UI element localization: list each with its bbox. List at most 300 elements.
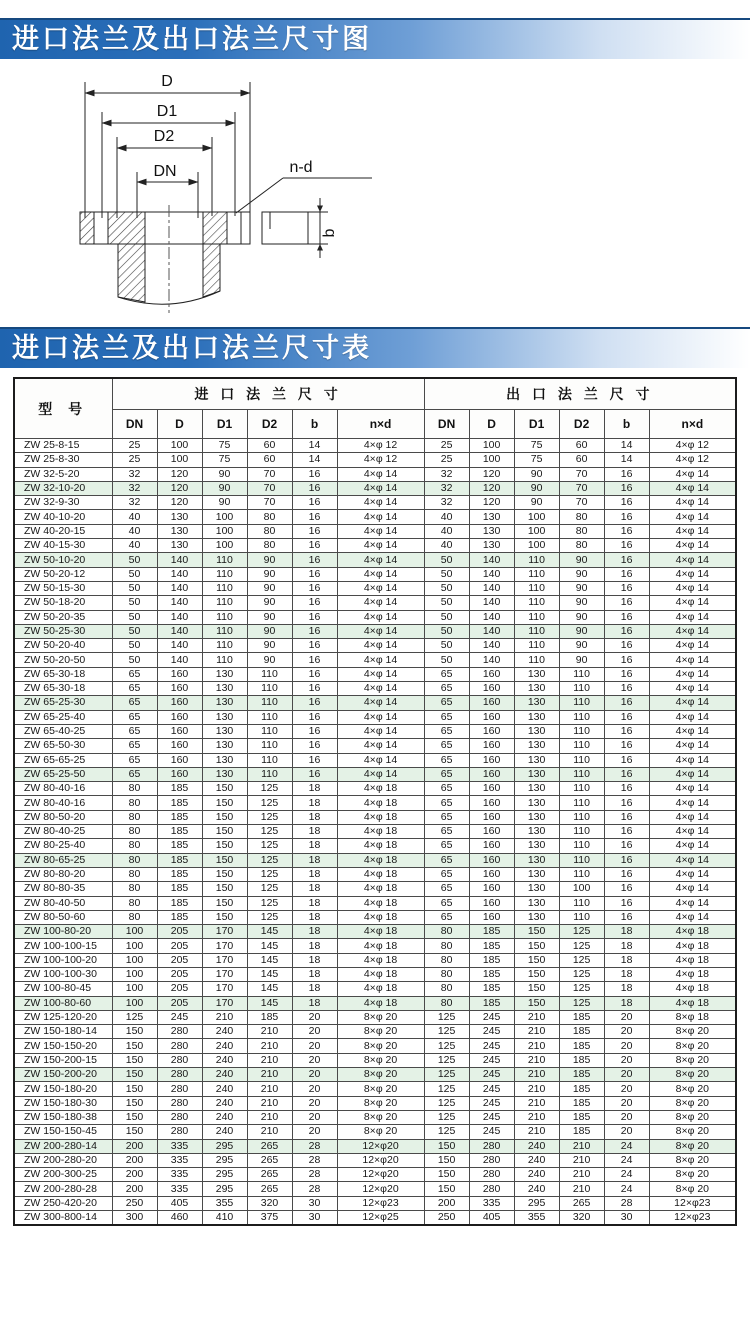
outlet-d1-header: D1 (514, 410, 559, 439)
outlet-d1-cell: 150 (514, 967, 559, 981)
inlet-b-cell: 16 (292, 596, 337, 610)
inlet-d1-cell: 150 (202, 825, 247, 839)
table-row (14, 682, 736, 696)
inlet-dn-cell: 32 (112, 481, 157, 495)
outlet-d-cell: 160 (469, 739, 514, 753)
outlet-dn-cell: 50 (424, 567, 469, 581)
outlet-d2-cell: 70 (559, 467, 604, 481)
outlet-d1-cell: 295 (514, 1196, 559, 1210)
inlet-d1-cell: 170 (202, 939, 247, 953)
inlet-d2-cell: 60 (247, 453, 292, 467)
outlet-b-cell: 16 (604, 581, 649, 595)
inlet-nxd-cell: 4×φ 14 (337, 539, 424, 553)
inlet-b-cell: 28 (292, 1168, 337, 1182)
inlet-nxd-cell: 4×φ 18 (337, 782, 424, 796)
table-row (14, 839, 736, 853)
outlet-dn-cell: 65 (424, 696, 469, 710)
table-row (14, 782, 736, 796)
table-row (14, 982, 736, 996)
inlet-dn-cell: 200 (112, 1168, 157, 1182)
inlet-dn-cell: 200 (112, 1182, 157, 1196)
outlet-b-cell: 16 (604, 753, 649, 767)
table-row (14, 1125, 736, 1139)
inlet-dn-cell: 65 (112, 682, 157, 696)
inlet-d2-cell: 265 (247, 1182, 292, 1196)
inlet-dn-cell: 100 (112, 967, 157, 981)
outlet-nxd-cell: 8×φ 20 (649, 1096, 736, 1110)
table-row (14, 439, 736, 453)
outlet-dn-cell: 65 (424, 853, 469, 867)
inlet-b-cell: 16 (292, 510, 337, 524)
inlet-d-cell: 185 (157, 853, 202, 867)
inlet-nxd-cell: 12×φ25 (337, 1211, 424, 1226)
inlet-d1-cell: 130 (202, 667, 247, 681)
flange-diagram-svg (50, 66, 412, 324)
inlet-b-cell: 16 (292, 639, 337, 653)
outlet-d-cell: 160 (469, 782, 514, 796)
inlet-d2-cell: 90 (247, 610, 292, 624)
inlet-d-cell: 280 (157, 1039, 202, 1053)
outlet-dn-cell: 50 (424, 610, 469, 624)
outlet-d1-cell: 240 (514, 1182, 559, 1196)
table-row (14, 581, 736, 595)
inlet-b-cell: 16 (292, 724, 337, 738)
table-row (14, 1110, 736, 1124)
outlet-nxd-cell: 8×φ 20 (649, 1153, 736, 1167)
outlet-d2-cell: 185 (559, 1096, 604, 1110)
model-cell: ZW 100-100-15 (14, 939, 112, 953)
inlet-d-cell: 130 (157, 510, 202, 524)
outlet-d1-cell: 210 (514, 1025, 559, 1039)
inlet-nxd-cell: 4×φ 18 (337, 967, 424, 981)
table-row (14, 610, 736, 624)
outlet-d1-cell: 130 (514, 839, 559, 853)
outlet-d-cell: 245 (469, 1039, 514, 1053)
table-row (14, 524, 736, 538)
outlet-d1-cell: 210 (514, 1010, 559, 1024)
inlet-d1-cell: 170 (202, 982, 247, 996)
inlet-b-cell: 16 (292, 610, 337, 624)
inlet-d1-cell: 150 (202, 853, 247, 867)
outlet-dn-cell: 125 (424, 1096, 469, 1110)
inlet-b-cell: 20 (292, 1010, 337, 1024)
outlet-nxd-cell: 8×φ 20 (649, 1182, 736, 1196)
inlet-d2-cell: 90 (247, 624, 292, 638)
outlet-d1-cell: 100 (514, 539, 559, 553)
inlet-d-cell: 160 (157, 682, 202, 696)
model-cell: ZW 40-10-20 (14, 510, 112, 524)
inlet-d1-cell: 240 (202, 1110, 247, 1124)
table-row (14, 739, 736, 753)
inlet-nxd-cell: 4×φ 14 (337, 639, 424, 653)
table-row (14, 925, 736, 939)
model-cell: ZW 80-50-60 (14, 910, 112, 924)
outlet-nxd-cell: 4×φ 14 (649, 596, 736, 610)
inlet-nxd-cell: 8×φ 20 (337, 1068, 424, 1082)
model-cell: ZW 32-9-30 (14, 496, 112, 510)
outlet-dn-cell: 50 (424, 624, 469, 638)
outlet-nxd-cell: 8×φ 20 (649, 1053, 736, 1067)
outlet-nxd-cell: 8×φ 20 (649, 1168, 736, 1182)
model-cell: ZW 150-200-20 (14, 1068, 112, 1082)
inlet-d-cell: 140 (157, 610, 202, 624)
inlet-b-cell: 20 (292, 1068, 337, 1082)
inlet-d2-cell: 265 (247, 1168, 292, 1182)
inlet-nxd-cell: 4×φ 18 (337, 925, 424, 939)
model-cell: ZW 150-150-20 (14, 1039, 112, 1053)
inlet-dn-cell: 40 (112, 524, 157, 538)
inlet-b-cell: 16 (292, 496, 337, 510)
table-row (14, 710, 736, 724)
outlet-d-cell: 130 (469, 524, 514, 538)
outlet-b-cell: 18 (604, 967, 649, 981)
inlet-d-cell: 205 (157, 996, 202, 1010)
outlet-d1-cell: 130 (514, 810, 559, 824)
inlet-b-cell: 18 (292, 982, 337, 996)
outlet-d1-cell: 130 (514, 853, 559, 867)
inlet-d-cell: 120 (157, 481, 202, 495)
model-cell: ZW 65-30-18 (14, 682, 112, 696)
inlet-d2-header: D2 (247, 410, 292, 439)
inlet-d1-cell: 130 (202, 767, 247, 781)
outlet-d2-cell: 110 (559, 724, 604, 738)
outlet-dn-cell: 65 (424, 910, 469, 924)
inlet-b-cell: 14 (292, 453, 337, 467)
outlet-d2-header: D2 (559, 410, 604, 439)
inlet-d1-cell: 170 (202, 953, 247, 967)
inlet-b-cell: 16 (292, 667, 337, 681)
outlet-nxd-cell: 4×φ 14 (649, 682, 736, 696)
outlet-dn-cell: 32 (424, 481, 469, 495)
outlet-nxd-cell: 4×φ 14 (649, 581, 736, 595)
inlet-b-cell: 18 (292, 796, 337, 810)
outlet-d2-cell: 210 (559, 1168, 604, 1182)
inlet-nxd-cell: 4×φ 14 (337, 653, 424, 667)
outlet-nxd-cell: 12×φ23 (649, 1211, 736, 1226)
inlet-d1-cell: 130 (202, 753, 247, 767)
outlet-dn-cell: 80 (424, 967, 469, 981)
outlet-d-cell: 160 (469, 667, 514, 681)
inlet-dn-cell: 80 (112, 825, 157, 839)
outlet-nxd-cell: 4×φ 14 (649, 524, 736, 538)
outlet-d-cell: 245 (469, 1010, 514, 1024)
outlet-b-cell: 16 (604, 853, 649, 867)
inlet-nxd-cell: 4×φ 18 (337, 896, 424, 910)
outlet-dn-cell: 50 (424, 639, 469, 653)
outlet-b-cell: 14 (604, 439, 649, 453)
outlet-d-cell: 140 (469, 596, 514, 610)
outlet-dn-cell: 65 (424, 667, 469, 681)
inlet-d-cell: 280 (157, 1082, 202, 1096)
inlet-dn-cell: 80 (112, 782, 157, 796)
outlet-dn-cell: 125 (424, 1110, 469, 1124)
outlet-d-cell: 245 (469, 1110, 514, 1124)
inlet-d2-cell: 125 (247, 910, 292, 924)
inlet-d1-cell: 110 (202, 624, 247, 638)
outlet-d1-cell: 210 (514, 1039, 559, 1053)
inlet-d2-cell: 210 (247, 1025, 292, 1039)
inlet-d1-cell: 240 (202, 1125, 247, 1139)
outlet-b-cell: 28 (604, 1196, 649, 1210)
outlet-d-cell: 160 (469, 867, 514, 881)
outlet-d2-cell: 110 (559, 767, 604, 781)
inlet-b-cell: 28 (292, 1139, 337, 1153)
inlet-d1-cell: 295 (202, 1182, 247, 1196)
model-cell: ZW 80-50-20 (14, 810, 112, 824)
inlet-d1-cell: 150 (202, 867, 247, 881)
outlet-dn-cell: 125 (424, 1053, 469, 1067)
outlet-b-cell: 16 (604, 867, 649, 881)
inlet-d2-cell: 210 (247, 1082, 292, 1096)
inlet-d2-cell: 90 (247, 596, 292, 610)
outlet-dn-cell: 50 (424, 596, 469, 610)
outlet-b-cell: 24 (604, 1168, 649, 1182)
inlet-nxd-cell: 4×φ 14 (337, 553, 424, 567)
table-row (14, 567, 736, 581)
inlet-dn-cell: 100 (112, 953, 157, 967)
inlet-d-cell: 280 (157, 1053, 202, 1067)
outlet-d2-cell: 70 (559, 481, 604, 495)
inlet-d2-cell: 70 (247, 496, 292, 510)
outlet-dn-cell: 25 (424, 453, 469, 467)
inlet-d-cell: 160 (157, 739, 202, 753)
outlet-d-cell: 185 (469, 939, 514, 953)
outlet-nxd-header: n×d (649, 410, 736, 439)
inlet-d1-cell: 90 (202, 467, 247, 481)
outlet-dn-cell: 125 (424, 1125, 469, 1139)
inlet-d-cell: 185 (157, 867, 202, 881)
outlet-d-cell: 280 (469, 1168, 514, 1182)
outlet-d1-cell: 240 (514, 1139, 559, 1153)
inlet-d1-cell: 240 (202, 1096, 247, 1110)
outlet-d1-cell: 150 (514, 939, 559, 953)
outlet-nxd-cell: 4×φ 18 (649, 996, 736, 1010)
outlet-d2-cell: 80 (559, 539, 604, 553)
inlet-nxd-cell: 4×φ 18 (337, 796, 424, 810)
outlet-d-cell: 280 (469, 1182, 514, 1196)
inlet-nxd-cell: 4×φ 18 (337, 839, 424, 853)
inlet-d-cell: 280 (157, 1125, 202, 1139)
inlet-b-cell: 16 (292, 739, 337, 753)
inlet-d2-cell: 80 (247, 510, 292, 524)
inlet-nxd-cell: 4×φ 14 (337, 767, 424, 781)
inlet-d-cell: 245 (157, 1010, 202, 1024)
outlet-group-header: 出 口 法 兰 尺 寸 (424, 378, 736, 410)
outlet-dn-cell: 50 (424, 581, 469, 595)
outlet-nxd-cell: 4×φ 14 (649, 767, 736, 781)
model-cell: ZW 150-150-45 (14, 1125, 112, 1139)
table-row (14, 825, 736, 839)
outlet-d1-cell: 90 (514, 481, 559, 495)
outlet-d-cell: 100 (469, 453, 514, 467)
outlet-d1-cell: 130 (514, 825, 559, 839)
outlet-d2-cell: 110 (559, 810, 604, 824)
inlet-d2-cell: 110 (247, 682, 292, 696)
outlet-d2-cell: 320 (559, 1211, 604, 1226)
table-row (14, 453, 736, 467)
outlet-d2-cell: 90 (559, 553, 604, 567)
inlet-b-cell: 16 (292, 624, 337, 638)
inlet-d-cell: 160 (157, 710, 202, 724)
inlet-nxd-cell: 4×φ 14 (337, 710, 424, 724)
inlet-d-cell: 335 (157, 1168, 202, 1182)
outlet-d-cell: 140 (469, 610, 514, 624)
table-row (14, 1053, 736, 1067)
outlet-d1-cell: 210 (514, 1068, 559, 1082)
outlet-d2-cell: 110 (559, 696, 604, 710)
inlet-dn-cell: 80 (112, 896, 157, 910)
outlet-d2-cell: 110 (559, 867, 604, 881)
inlet-d1-cell: 130 (202, 682, 247, 696)
outlet-b-cell: 16 (604, 539, 649, 553)
outlet-dn-cell: 80 (424, 996, 469, 1010)
model-cell: ZW 80-40-16 (14, 796, 112, 810)
outlet-dn-cell: 150 (424, 1182, 469, 1196)
outlet-nxd-cell: 4×φ 14 (649, 810, 736, 824)
outlet-d2-cell: 60 (559, 439, 604, 453)
inlet-nxd-cell: 4×φ 18 (337, 825, 424, 839)
inlet-dn-cell: 25 (112, 439, 157, 453)
outlet-d-cell: 160 (469, 796, 514, 810)
outlet-d-cell: 130 (469, 539, 514, 553)
inlet-b-cell: 30 (292, 1211, 337, 1226)
outlet-d-cell: 245 (469, 1096, 514, 1110)
inlet-dn-cell: 50 (112, 639, 157, 653)
outlet-d2-cell: 110 (559, 667, 604, 681)
model-cell: ZW 65-65-25 (14, 753, 112, 767)
inlet-d-cell: 405 (157, 1196, 202, 1210)
inlet-dn-cell: 200 (112, 1139, 157, 1153)
table-row (14, 767, 736, 781)
outlet-d1-cell: 130 (514, 882, 559, 896)
inlet-d1-cell: 410 (202, 1211, 247, 1226)
inlet-d1-cell: 240 (202, 1039, 247, 1053)
outlet-dn-cell: 80 (424, 953, 469, 967)
inlet-dn-cell: 50 (112, 610, 157, 624)
table-row (14, 853, 736, 867)
outlet-d1-cell: 130 (514, 710, 559, 724)
inlet-nxd-cell: 4×φ 14 (337, 524, 424, 538)
outlet-b-cell: 24 (604, 1182, 649, 1196)
outlet-b-cell: 20 (604, 1010, 649, 1024)
table-row (14, 967, 736, 981)
model-cell: ZW 150-200-15 (14, 1053, 112, 1067)
outlet-b-cell: 16 (604, 510, 649, 524)
inlet-d-cell: 120 (157, 467, 202, 481)
inlet-nxd-cell: 4×φ 14 (337, 467, 424, 481)
model-cell: ZW 50-10-20 (14, 553, 112, 567)
outlet-d-cell: 185 (469, 967, 514, 981)
outlet-d2-cell: 100 (559, 882, 604, 896)
outlet-b-cell: 16 (604, 524, 649, 538)
inlet-nxd-cell: 8×φ 20 (337, 1010, 424, 1024)
outlet-nxd-cell: 4×φ 14 (649, 782, 736, 796)
inlet-b-cell: 16 (292, 553, 337, 567)
outlet-dn-cell: 80 (424, 925, 469, 939)
table-row (14, 796, 736, 810)
model-cell: ZW 100-100-30 (14, 967, 112, 981)
inlet-dn-cell: 150 (112, 1053, 157, 1067)
outlet-d2-cell: 185 (559, 1068, 604, 1082)
inlet-dn-cell: 80 (112, 839, 157, 853)
outlet-dn-cell: 32 (424, 496, 469, 510)
outlet-d1-cell: 355 (514, 1211, 559, 1226)
outlet-nxd-cell: 4×φ 14 (649, 696, 736, 710)
inlet-d1-cell: 110 (202, 610, 247, 624)
inlet-nxd-cell: 12×φ20 (337, 1139, 424, 1153)
inlet-d2-cell: 265 (247, 1139, 292, 1153)
inlet-nxd-cell: 4×φ 14 (337, 667, 424, 681)
outlet-dn-cell: 125 (424, 1082, 469, 1096)
model-cell: ZW 50-25-30 (14, 624, 112, 638)
model-cell: ZW 32-5-20 (14, 467, 112, 481)
inlet-dn-cell: 50 (112, 653, 157, 667)
outlet-nxd-cell: 4×φ 18 (649, 925, 736, 939)
flange-diagram (50, 66, 412, 324)
outlet-b-cell: 20 (604, 1096, 649, 1110)
inlet-nxd-cell: 12×φ23 (337, 1196, 424, 1210)
inlet-d1-cell: 130 (202, 724, 247, 738)
outlet-dn-cell: 65 (424, 839, 469, 853)
outlet-d2-cell: 265 (559, 1196, 604, 1210)
inlet-d2-cell: 145 (247, 967, 292, 981)
inlet-dn-cell: 50 (112, 624, 157, 638)
inlet-dn-cell: 32 (112, 467, 157, 481)
inlet-b-cell: 20 (292, 1082, 337, 1096)
outlet-nxd-cell: 8×φ 20 (649, 1125, 736, 1139)
inlet-nxd-cell: 4×φ 12 (337, 439, 424, 453)
inlet-d1-cell: 240 (202, 1025, 247, 1039)
outlet-b-cell: 18 (604, 939, 649, 953)
inlet-d1-cell: 295 (202, 1153, 247, 1167)
inlet-d2-cell: 375 (247, 1211, 292, 1226)
model-cell: ZW 300-800-14 (14, 1211, 112, 1226)
inlet-b-cell: 18 (292, 996, 337, 1010)
outlet-d2-cell: 125 (559, 996, 604, 1010)
inlet-nxd-cell: 4×φ 14 (337, 610, 424, 624)
outlet-d-cell: 100 (469, 439, 514, 453)
outlet-b-cell: 16 (604, 825, 649, 839)
inlet-d2-cell: 80 (247, 539, 292, 553)
outlet-d1-cell: 100 (514, 510, 559, 524)
inlet-b-cell: 16 (292, 753, 337, 767)
outlet-d-cell: 160 (469, 839, 514, 853)
inlet-d1-cell: 150 (202, 782, 247, 796)
inlet-d1-cell: 110 (202, 581, 247, 595)
inlet-dn-cell: 250 (112, 1196, 157, 1210)
outlet-b-cell: 16 (604, 553, 649, 567)
inlet-d2-cell: 110 (247, 696, 292, 710)
inlet-dn-cell: 200 (112, 1153, 157, 1167)
inlet-dn-cell: 65 (112, 767, 157, 781)
outlet-nxd-cell: 4×φ 14 (649, 667, 736, 681)
outlet-d1-cell: 240 (514, 1153, 559, 1167)
inlet-d-cell: 185 (157, 910, 202, 924)
inlet-dn-cell: 50 (112, 596, 157, 610)
table-body (14, 439, 736, 1226)
inlet-d-cell: 185 (157, 810, 202, 824)
outlet-dn-cell: 65 (424, 710, 469, 724)
inlet-d2-cell: 125 (247, 853, 292, 867)
inlet-d-cell: 280 (157, 1068, 202, 1082)
inlet-d-cell: 205 (157, 967, 202, 981)
outlet-b-cell: 20 (604, 1025, 649, 1039)
inlet-d1-cell: 100 (202, 539, 247, 553)
model-cell: ZW 100-80-60 (14, 996, 112, 1010)
table-section-title: 进口法兰及出口法兰尺寸表 (12, 333, 372, 363)
model-cell: ZW 25-8-30 (14, 453, 112, 467)
outlet-nxd-cell: 4×φ 14 (649, 567, 736, 581)
